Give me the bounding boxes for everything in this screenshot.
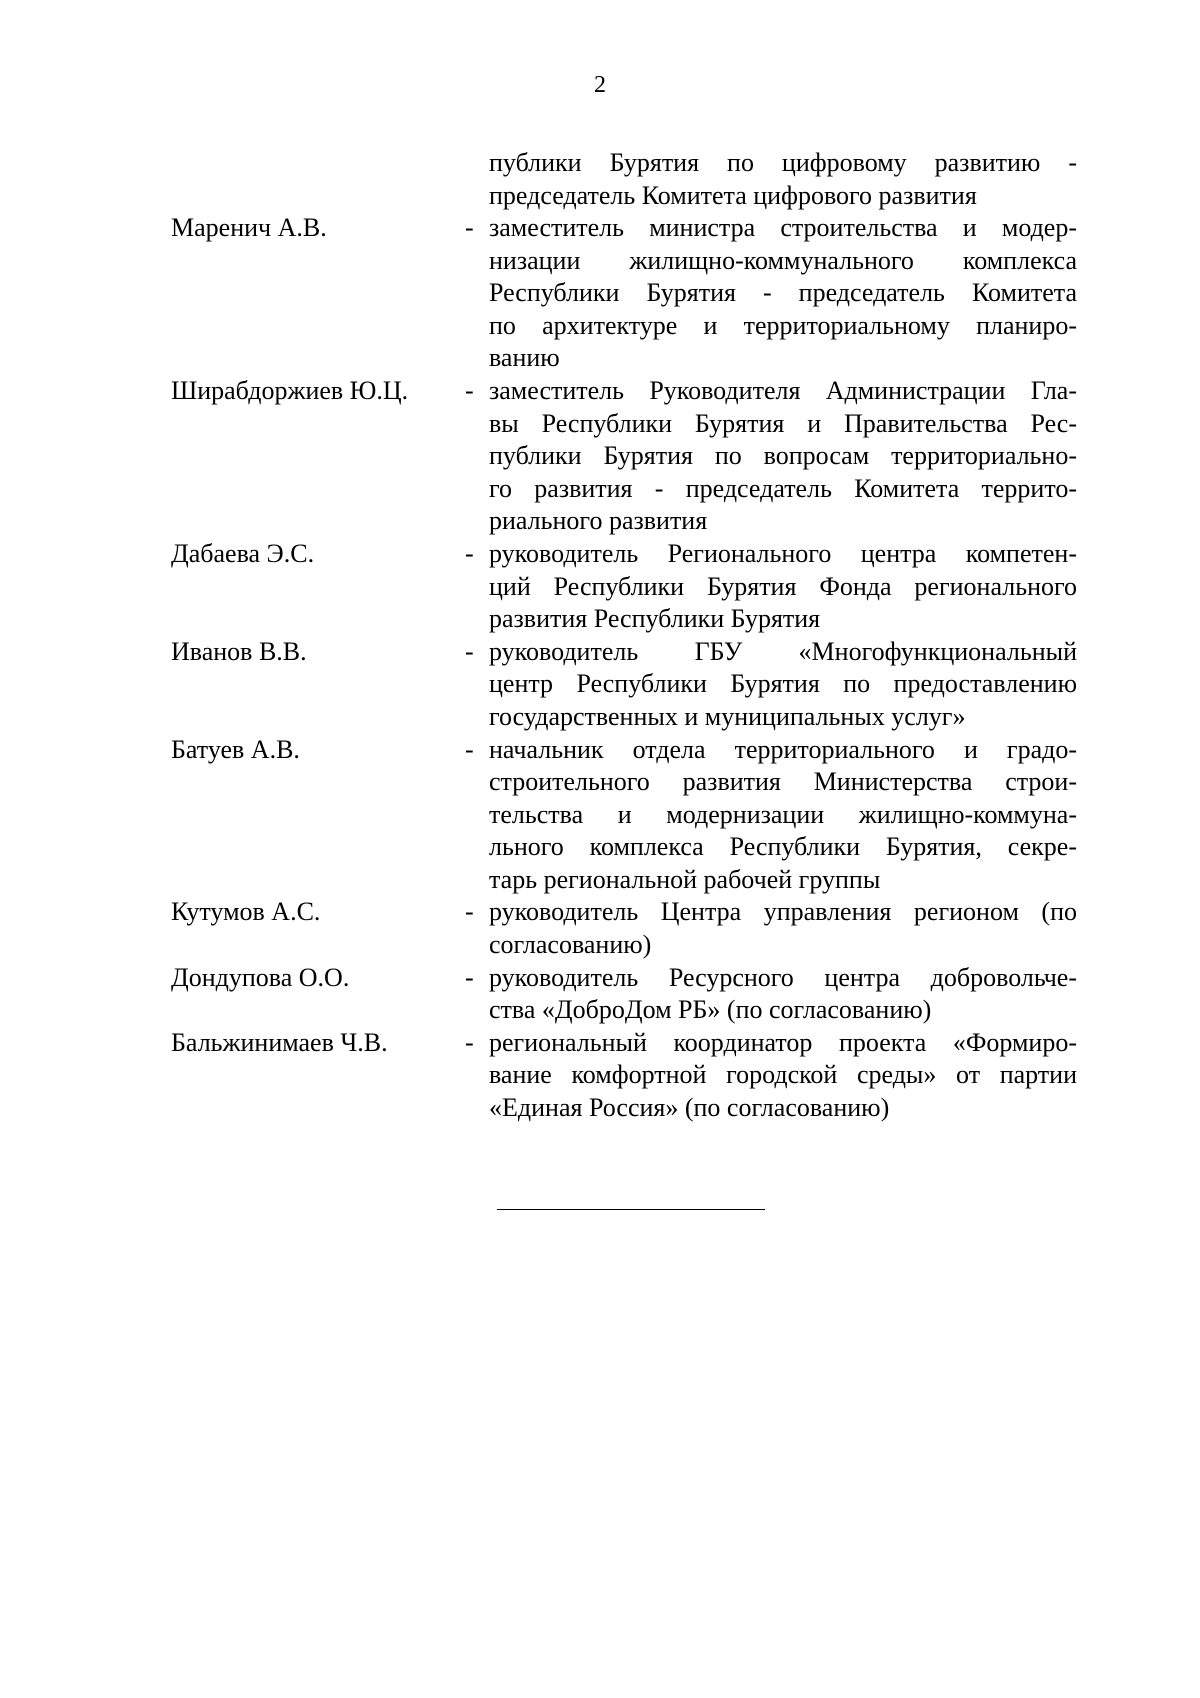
member-description bbox=[489, 636, 1077, 734]
description-line: риального развития bbox=[489, 506, 708, 536]
dash: - bbox=[465, 213, 474, 242]
description-line: низации жилищно-коммунального комплекса bbox=[489, 245, 1077, 275]
end-of-list-divider bbox=[497, 1209, 765, 1210]
description-line: руководитель Ресурсного центра добровольче- bbox=[489, 962, 1077, 992]
members-list bbox=[171, 212, 1077, 1125]
description-line: Республики Бурятия - председатель Комитета bbox=[489, 278, 1077, 308]
member-name: Кутумов А.С. bbox=[171, 897, 321, 927]
dash: - bbox=[465, 897, 474, 927]
member-name: Дондупова О.О. bbox=[171, 962, 350, 992]
dash: - bbox=[465, 538, 474, 568]
member-description bbox=[489, 1027, 1077, 1125]
dash: - bbox=[465, 375, 474, 405]
description-line: согласованию) bbox=[489, 930, 652, 960]
description-line: заместитель Руководителя Администрации Гла- bbox=[489, 375, 1077, 405]
description-line: тарь региональной рабочей группы bbox=[489, 864, 881, 894]
description-line: публики Бурятия по вопросам территориально- bbox=[489, 441, 1077, 471]
member-name: Маренич А.В. bbox=[171, 213, 327, 242]
member-name: Дабаева Э.С. bbox=[171, 538, 315, 568]
description-line: руководитель ГБУ «Многофункциональный bbox=[489, 636, 1077, 666]
member-description bbox=[489, 896, 1077, 961]
description-line: тельства и модернизации жилищно-коммуна- bbox=[489, 799, 1077, 829]
description-line: развития Республики Бурятия bbox=[489, 604, 821, 634]
member-name: Бальжинимаев Ч.В. bbox=[171, 1027, 388, 1057]
description-line: ций Республики Бурятия Фонда регионального bbox=[489, 571, 1077, 601]
member-row bbox=[171, 375, 1077, 538]
description-line: центр Республики Бурятия по предоставлению bbox=[489, 669, 1077, 699]
description-line: го развития - председатель Комитета террито- bbox=[489, 473, 1077, 503]
member-row bbox=[171, 962, 1077, 1027]
description-line: начальник отдела территориального и градо- bbox=[489, 734, 1077, 764]
description-line: льного комплекса Республики Бурятия, секре- bbox=[489, 832, 1077, 862]
member-description bbox=[489, 734, 1077, 897]
description-line: вы Республики Бурятия и Правительства Рес- bbox=[489, 408, 1077, 438]
member-description bbox=[489, 962, 1077, 1027]
member-description bbox=[489, 538, 1077, 636]
dash: - bbox=[465, 734, 474, 764]
continuation-block bbox=[171, 147, 1077, 212]
member-row bbox=[171, 212, 1077, 375]
description-line: по архитектуре и территориальному планиро- bbox=[489, 310, 1077, 340]
description-line: заместитель министра строительства и модер- bbox=[489, 213, 1077, 242]
description-line: публики Бурятия по цифровому развитию - bbox=[489, 148, 1077, 177]
description-line: руководитель Центра управления регионом (по bbox=[489, 897, 1077, 927]
member-name: Батуев А.В. bbox=[171, 734, 300, 764]
member-row bbox=[171, 538, 1077, 636]
description-line: строительного развития Министерства строи- bbox=[489, 767, 1077, 797]
member-row bbox=[171, 636, 1077, 734]
member-name: Иванов В.В. bbox=[171, 636, 307, 666]
dash: - bbox=[465, 636, 474, 666]
description-line: региональный координатор проекта «Формиро- bbox=[489, 1027, 1077, 1057]
description-line: государственных и муниципальных услуг» bbox=[489, 701, 966, 731]
member-row bbox=[171, 1027, 1077, 1125]
dash: - bbox=[465, 1027, 474, 1057]
member-row bbox=[171, 734, 1077, 897]
description-line: «Единая Россия» (по согласованию) bbox=[489, 1093, 890, 1123]
description-line: председатель Комитета цифрового развития bbox=[489, 180, 977, 210]
description-line: вание комфортной городской среды» от партии bbox=[489, 1060, 1077, 1090]
member-description bbox=[489, 375, 1077, 538]
continuation-row bbox=[171, 147, 1077, 212]
member-name: Ширабдоржиев Ю.Ц. bbox=[171, 375, 409, 405]
member-description bbox=[489, 212, 1077, 375]
member-row bbox=[171, 896, 1077, 961]
page-number: 2 bbox=[594, 72, 606, 98]
description-line: ванию bbox=[489, 343, 560, 373]
continuation-description bbox=[489, 147, 1077, 212]
description-line: руководитель Регионального центра компетен- bbox=[489, 538, 1077, 568]
dash: - bbox=[465, 962, 474, 992]
description-line: ства «ДоброДом РБ» (по согласованию) bbox=[489, 995, 932, 1025]
